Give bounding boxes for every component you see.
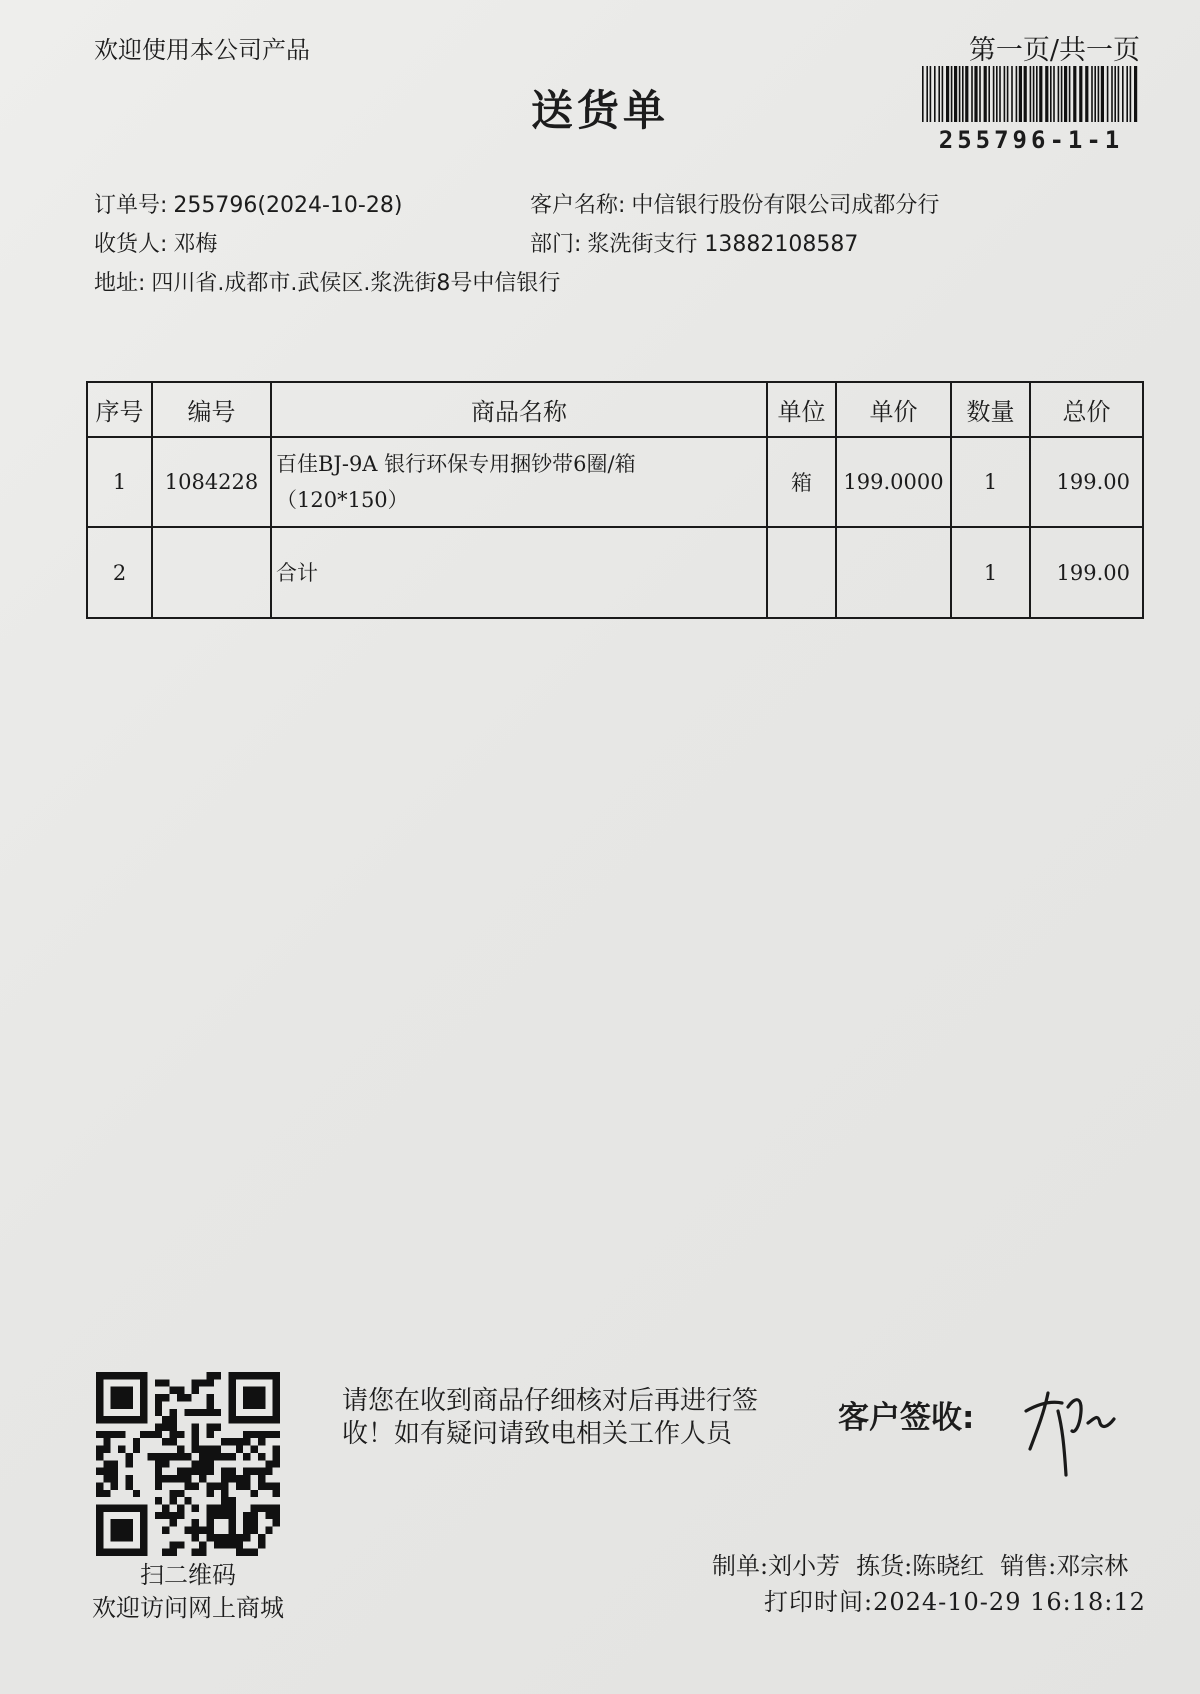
- cell-seq: 2: [87, 527, 152, 618]
- customer-signature-label: 客户签收:: [838, 1400, 975, 1436]
- address-field: [94, 266, 560, 297]
- qr-code-icon[interactable]: [96, 1372, 280, 1556]
- cell-product-name: [271, 527, 767, 618]
- address-label: 地址:: [94, 271, 146, 296]
- total-label: 合计: [276, 560, 318, 585]
- welcome-text: 欢迎使用本公司产品: [94, 36, 310, 64]
- department-field: [530, 227, 858, 258]
- receiver-field: [94, 227, 217, 258]
- customer-name-value: 中信银行股份有限公司成都分行: [631, 193, 940, 218]
- cell-unit-price: 199.0000: [836, 437, 951, 527]
- picker-text: 拣货:陈晓红: [856, 1552, 985, 1580]
- customer-name-label: 客户名称:: [530, 193, 626, 218]
- barcode-image: [922, 66, 1140, 122]
- header-seq: 序号: [87, 382, 152, 437]
- barcode-number: 255796-1-1: [938, 126, 1124, 154]
- print-time: 打印时间:2024-10-29 16:18:12: [764, 1588, 1146, 1616]
- cell-total: 199.00: [1030, 527, 1143, 618]
- notice-text: [342, 1385, 772, 1451]
- sales-text: 销售:邓宗林: [1000, 1552, 1129, 1580]
- header-product-name: 商品名称: [271, 382, 767, 437]
- receiver-value: 邓梅: [173, 232, 218, 257]
- order-number-label: 订单号:: [94, 193, 168, 218]
- header-code: 编号: [152, 382, 271, 437]
- document-title: 送货单: [530, 86, 669, 135]
- address-value: 四川省.成都市.武侯区.浆洗街8号中信银行: [151, 271, 561, 296]
- cell-total: 199.00: [1030, 437, 1143, 527]
- maker-text: 制单:刘小芳: [712, 1552, 841, 1580]
- qr-caption-mall: 欢迎访问网上商城: [92, 1594, 284, 1622]
- cell-quantity: 1: [951, 437, 1030, 527]
- product-name-line: 百佳BJ-9A 银行环保专用捆钞带6圈/箱: [276, 452, 636, 476]
- department-value: 浆洗街支行 13882108587: [587, 232, 859, 257]
- cell-code: [152, 527, 271, 618]
- notice-line-1: 请您在收到商品仔细核对后再进行签: [342, 1386, 759, 1416]
- notice-line-2: 收！如有疑问请致电相关工作人员: [342, 1419, 733, 1449]
- table-row: [87, 437, 1143, 527]
- cell-product-name: [271, 437, 767, 527]
- qr-caption-scan: 扫二维码: [140, 1561, 236, 1589]
- header-quantity: 数量: [951, 382, 1030, 437]
- cell-unit: 箱: [767, 437, 836, 527]
- customer-name-field: [530, 188, 939, 219]
- header-unit-price: 单价: [836, 382, 951, 437]
- order-number-field: [94, 188, 402, 219]
- cell-unit-price: [836, 527, 951, 618]
- table-row-total: [87, 527, 1143, 618]
- department-label: 部门:: [530, 232, 582, 257]
- cell-code: 1084228: [152, 437, 271, 527]
- goods-table: [86, 381, 1144, 619]
- staff-line: [712, 1546, 1160, 1581]
- barcode-block: [922, 66, 1140, 154]
- product-spec-line: （120*150）: [276, 488, 409, 512]
- header-total: 总价: [1030, 382, 1143, 437]
- header-unit: 单位: [767, 382, 836, 437]
- cell-unit: [767, 527, 836, 618]
- order-number-value: 255796(2024-10-28): [173, 193, 403, 218]
- table-header-row: [87, 382, 1143, 437]
- cell-quantity: 1: [951, 527, 1030, 618]
- signature-icon: [1018, 1383, 1128, 1478]
- page-indicator: 第一页/共一页: [968, 35, 1140, 66]
- cell-seq: 1: [87, 437, 152, 527]
- receiver-label: 收货人:: [94, 232, 168, 257]
